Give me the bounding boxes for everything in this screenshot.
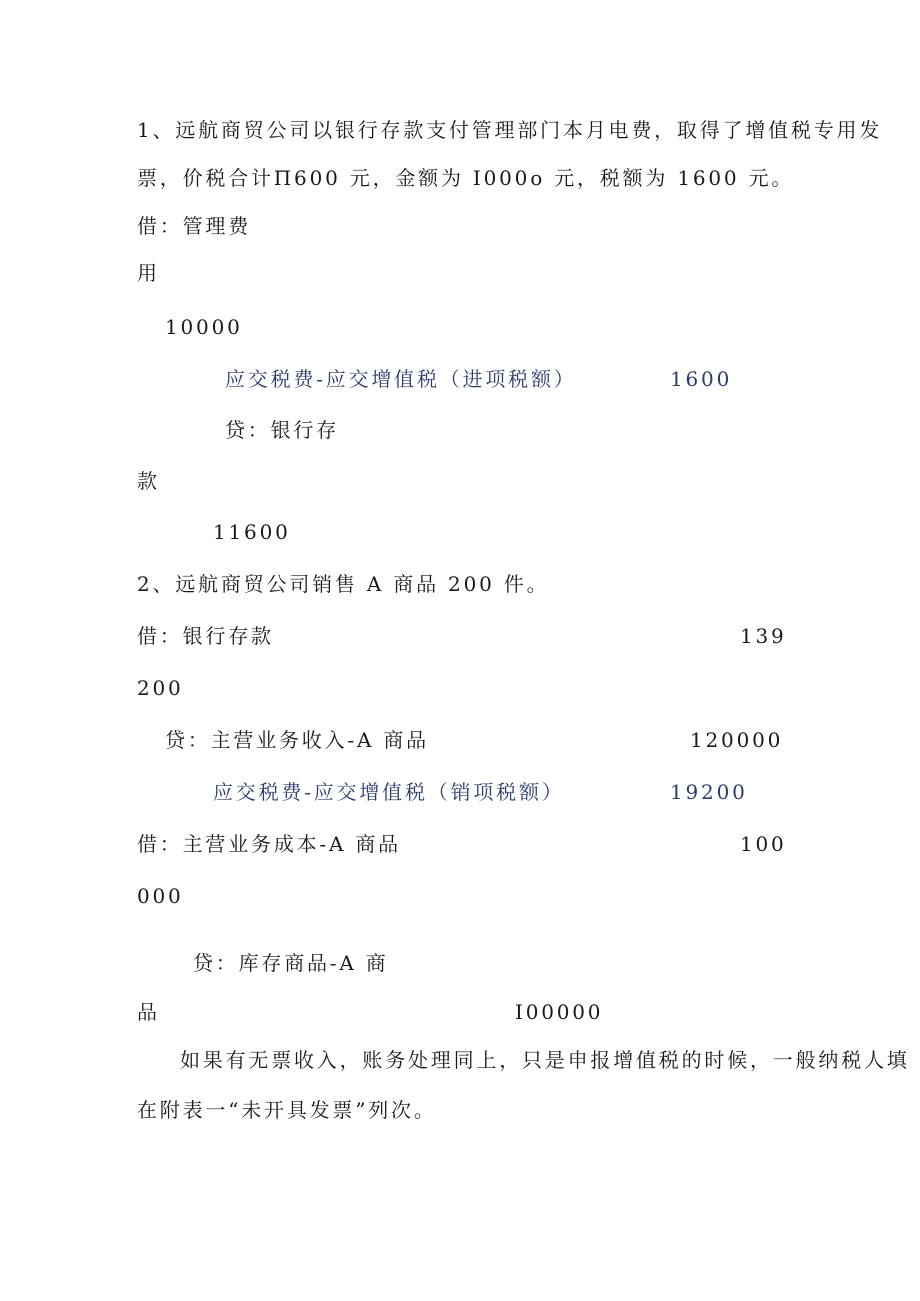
note-line1: 如果有无票收入，账务处理同上，只是申报增值税的时候，一般纳税人填 xyxy=(180,1048,910,1072)
entry2-cost-account: 借：主营业务成本-A 商品 xyxy=(137,832,401,856)
entry1-tax-amount: 1600 xyxy=(670,367,733,391)
entry1-credit-account: 贷：银行存 xyxy=(225,418,339,442)
entry2-inventory-amount: I00000 xyxy=(515,1000,604,1024)
entry2-heading: 2、远航商贸公司销售 A 商品 200 件。 xyxy=(137,572,550,596)
entry1-debit-amount: 10000 xyxy=(165,315,243,339)
entry1-heading-line1: 1、远航商贸公司以银行存款支付管理部门本月电费，取得了增值税专用发 xyxy=(137,118,883,142)
entry1-heading-line2: 票，价税合计Π600 元，金额为 I000o 元，税额为 1600 元。 xyxy=(137,166,795,190)
entry2-tax-amount: 19200 xyxy=(670,780,748,804)
entry2-inventory-account-continued: 品 xyxy=(137,1000,160,1024)
entry1-credit-amount: 11600 xyxy=(213,520,291,544)
entry2-debit-amount-continued: 200 xyxy=(137,676,184,700)
entry2-cost-amount-continued: 000 xyxy=(137,884,184,908)
entry2-tax-account: 应交税费-应交增值税（销项税额） xyxy=(213,780,565,804)
entry2-debit-amount: 139 xyxy=(740,624,787,648)
entry1-debit-account: 借：管理费 xyxy=(137,214,251,238)
entry2-inventory-account: 贷：库存商品-A 商 xyxy=(193,951,389,975)
note-line2: 在附表一“未开具发票”列次。 xyxy=(137,1098,437,1122)
entry2-revenue-amount: 120000 xyxy=(690,728,784,752)
entry1-credit-account-continued: 款 xyxy=(137,469,160,493)
entry1-tax-account: 应交税费-应交增值税（进项税额） xyxy=(225,367,577,391)
entry2-revenue-account: 贷：主营业务收入-A 商品 xyxy=(165,728,429,752)
entry2-debit-account: 借：银行存款 xyxy=(137,624,274,648)
entry2-cost-amount: 100 xyxy=(740,832,787,856)
entry1-debit-account-continued: 用 xyxy=(137,261,160,285)
